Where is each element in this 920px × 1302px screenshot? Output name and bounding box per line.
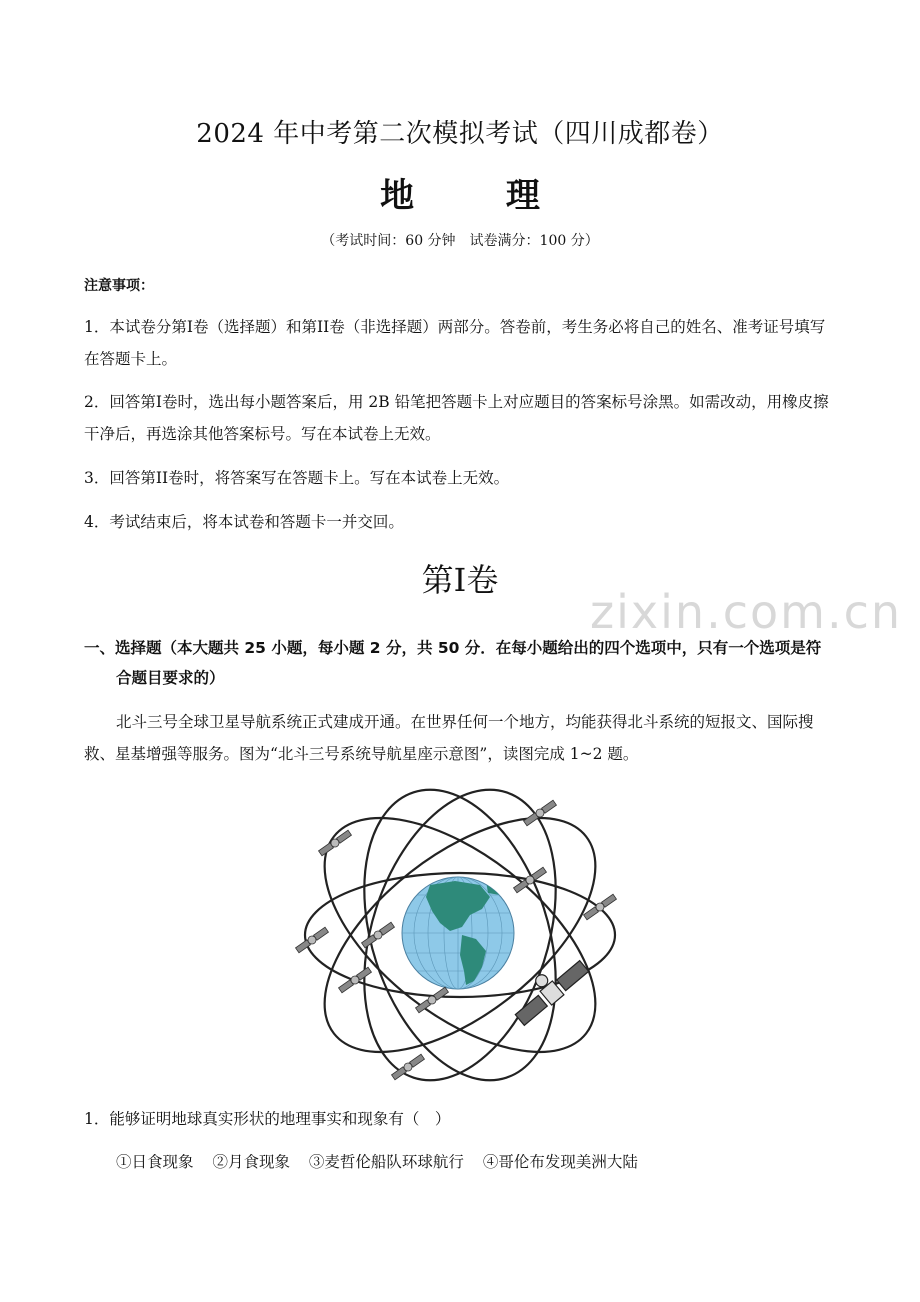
exam-info: （考试时间：60 分钟 试卷满分：100 分） <box>321 233 599 249</box>
notice-item-1: 1．本试卷分第I卷（选择题）和第II卷（非选择题）两部分。答卷前，考生务必将自己的姓名、准考证号填写在答题卡上。 <box>84 318 826 368</box>
question-1-stem: 1．能够证明地球真实形状的地理事实和现象有（ ） <box>84 1110 451 1128</box>
subject-title: 地 理 <box>380 176 580 216</box>
option-4: ④哥伦布发现美洲大陆 <box>482 1153 638 1171</box>
option-2: ②月食现象 <box>212 1153 290 1171</box>
earth-globe-icon <box>402 877 514 989</box>
notice-item-4: 4．考试结束后，将本试卷和答题卡一并交回。 <box>84 513 404 531</box>
notice-item-3: 3．回答第II卷时，将答案写在答题卡上。写在本试卷上无效。 <box>84 469 510 487</box>
watermark: zixin.com.cn <box>590 585 903 639</box>
notice-item-2: 2．回答第I卷时，选出每小题答案后，用 2B 铅笔把答题卡上对应题目的答案标号涂黑。如需改动，用橡皮擦干净后，再选涂其他答案标号。写在本试卷上无效。 <box>84 393 829 443</box>
option-3: ③麦哲伦船队环球航行 <box>308 1153 464 1171</box>
section-heading <box>84 633 844 693</box>
notice-heading: 注意事项： <box>84 278 154 294</box>
question-1-options <box>116 1150 652 1172</box>
beidou-constellation-figure <box>290 785 630 1085</box>
option-1: ①日食现象 <box>116 1153 194 1171</box>
section-heading-line1: 一、选择题（本大题共 25 小题，每小题 2 分，共 50 分．在每小题给出的四个选项中，只有一个选项是符 <box>84 639 822 657</box>
section-heading-line2: 合题目要求的） <box>116 669 225 687</box>
question-intro: 北斗三号全球卫星导航系统正式建成开通。在世界任何一个地方，均能获得北斗系统的短报文、国际搜救、星基增强等服务。图为“北斗三号系统导航星座示意图”，读图完成 1~2 题。 <box>84 713 814 763</box>
volume-title: 第I卷 <box>421 561 499 599</box>
exam-title: 2024 年中考第二次模拟考试（四川成都卷） <box>196 119 724 149</box>
